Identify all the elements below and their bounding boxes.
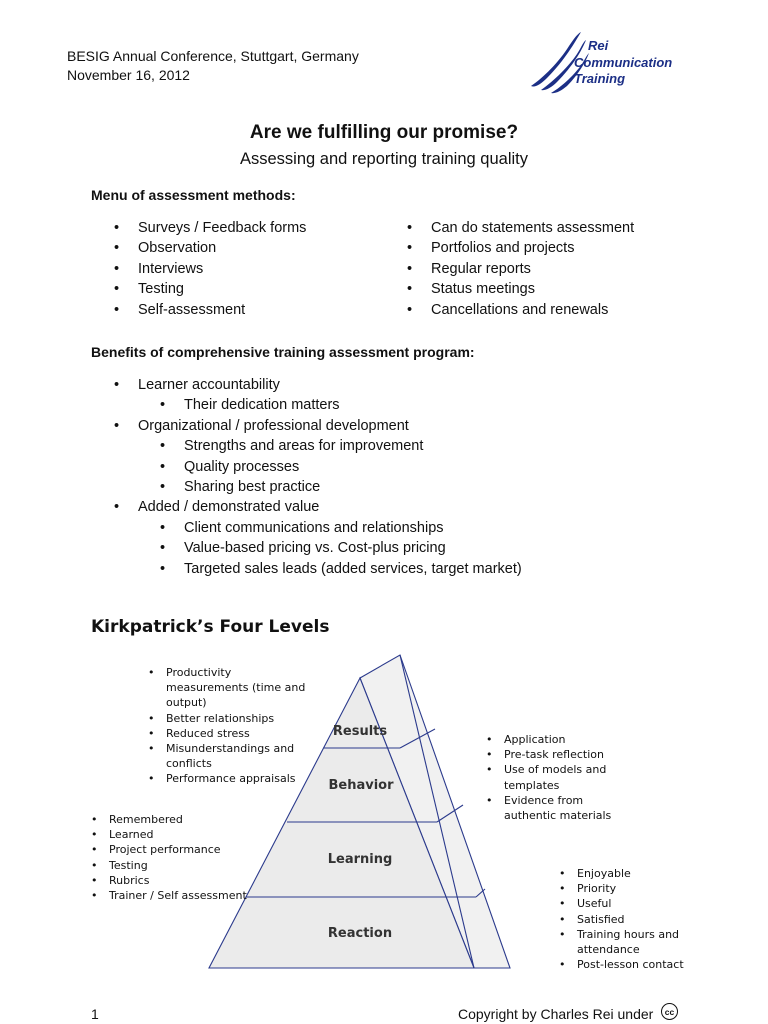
list-item: • Learned bbox=[90, 827, 260, 842]
list-item: • Self-assessment bbox=[114, 300, 306, 320]
level-reaction: Reaction bbox=[327, 926, 393, 941]
list-item: • Learner accountability bbox=[114, 375, 522, 395]
list-item: • Observation bbox=[114, 238, 306, 258]
level-learning: Learning bbox=[327, 852, 393, 867]
list-item: • Can do statements assessment bbox=[407, 218, 634, 238]
sub-list-item: • Value-based pricing vs. Cost-plus pricing bbox=[160, 538, 522, 558]
copyright-text: Copyright by Charles Rei under bbox=[458, 1006, 654, 1022]
list-item: • Misunderstandings and conflicts bbox=[147, 741, 312, 771]
behavior-notes bbox=[485, 732, 635, 823]
list-item: • Application bbox=[485, 732, 635, 747]
list-item: • Organizational / professional development bbox=[114, 416, 522, 436]
document-header bbox=[67, 47, 359, 85]
sub-list-item: • Targeted sales leads (added services, target market) bbox=[160, 559, 522, 579]
benefits-heading: Benefits of comprehensive training assessment program: bbox=[91, 344, 475, 360]
sub-list-item: • Strengths and areas for improvement bbox=[160, 436, 522, 456]
list-item: • Satisfied bbox=[558, 912, 708, 927]
list-item: • Performance appraisals bbox=[147, 771, 312, 786]
list-item: • Evidence from authentic materials bbox=[485, 793, 635, 823]
sub-list-item: • Sharing best practice bbox=[160, 477, 522, 497]
list-item: • Testing bbox=[114, 279, 306, 299]
list-item: • Productivity measurements (time and output) bbox=[147, 665, 312, 711]
list-item: • Reduced stress bbox=[147, 726, 312, 741]
list-item: • Use of models and templates bbox=[485, 762, 635, 792]
list-item: • Status meetings bbox=[407, 279, 634, 299]
list-item: • Pre-task reflection bbox=[485, 747, 635, 762]
learning-notes bbox=[90, 812, 260, 903]
results-notes bbox=[147, 665, 312, 787]
list-item: • Priority bbox=[558, 881, 708, 896]
list-item: • Useful bbox=[558, 896, 708, 911]
logo-line-communication: Communication bbox=[574, 54, 673, 70]
level-results: Results bbox=[332, 724, 388, 739]
sub-list-item: • Client communications and relationships bbox=[160, 518, 522, 538]
list-item: • Remembered bbox=[90, 812, 260, 827]
conference-name: BESIG Annual Conference, Stuttgart, Germany bbox=[67, 48, 359, 64]
list-item: • Enjoyable bbox=[558, 866, 708, 881]
logo-line-training: Training bbox=[574, 71, 626, 86]
kirkpatrick-heading: Kirkpatrick’s Four Levels bbox=[91, 617, 330, 637]
methods-list-left bbox=[114, 218, 306, 320]
list-item: • Trainer / Self assessment bbox=[90, 888, 260, 903]
creative-commons-icon: cc bbox=[661, 1003, 678, 1020]
list-item: • Testing bbox=[90, 858, 260, 873]
list-item: • Better relationships bbox=[147, 711, 312, 726]
sub-list-item: • Quality processes bbox=[160, 457, 522, 477]
list-item: • Rubrics bbox=[90, 873, 260, 888]
conference-date: November 16, 2012 bbox=[67, 67, 190, 83]
list-item: • Regular reports bbox=[407, 259, 634, 279]
page-subtitle: Assessing and reporting training quality bbox=[239, 150, 528, 168]
page-number: 1 bbox=[91, 1006, 99, 1022]
logo-line-rei: Rei bbox=[588, 38, 609, 53]
page-title: Are we fulfilling our promise? bbox=[249, 122, 519, 143]
benefits-list bbox=[114, 375, 522, 579]
list-item: • Training hours and attendance bbox=[558, 927, 708, 957]
sub-list-item: • Their dedication matters bbox=[160, 395, 522, 415]
rei-logo-text bbox=[574, 38, 672, 88]
list-item: • Cancellations and renewals bbox=[407, 300, 634, 320]
reaction-notes bbox=[558, 866, 708, 972]
methods-heading: Menu of assessment methods: bbox=[91, 187, 296, 203]
list-item: • Surveys / Feedback forms bbox=[114, 218, 306, 238]
level-behavior: Behavior bbox=[328, 778, 394, 793]
list-item: • Post-lesson contact bbox=[558, 957, 708, 972]
list-item: • Project performance bbox=[90, 842, 260, 857]
list-item: • Portfolios and projects bbox=[407, 238, 634, 258]
methods-list-right bbox=[407, 218, 634, 320]
list-item: • Interviews bbox=[114, 259, 306, 279]
list-item: • Added / demonstrated value bbox=[114, 497, 522, 517]
